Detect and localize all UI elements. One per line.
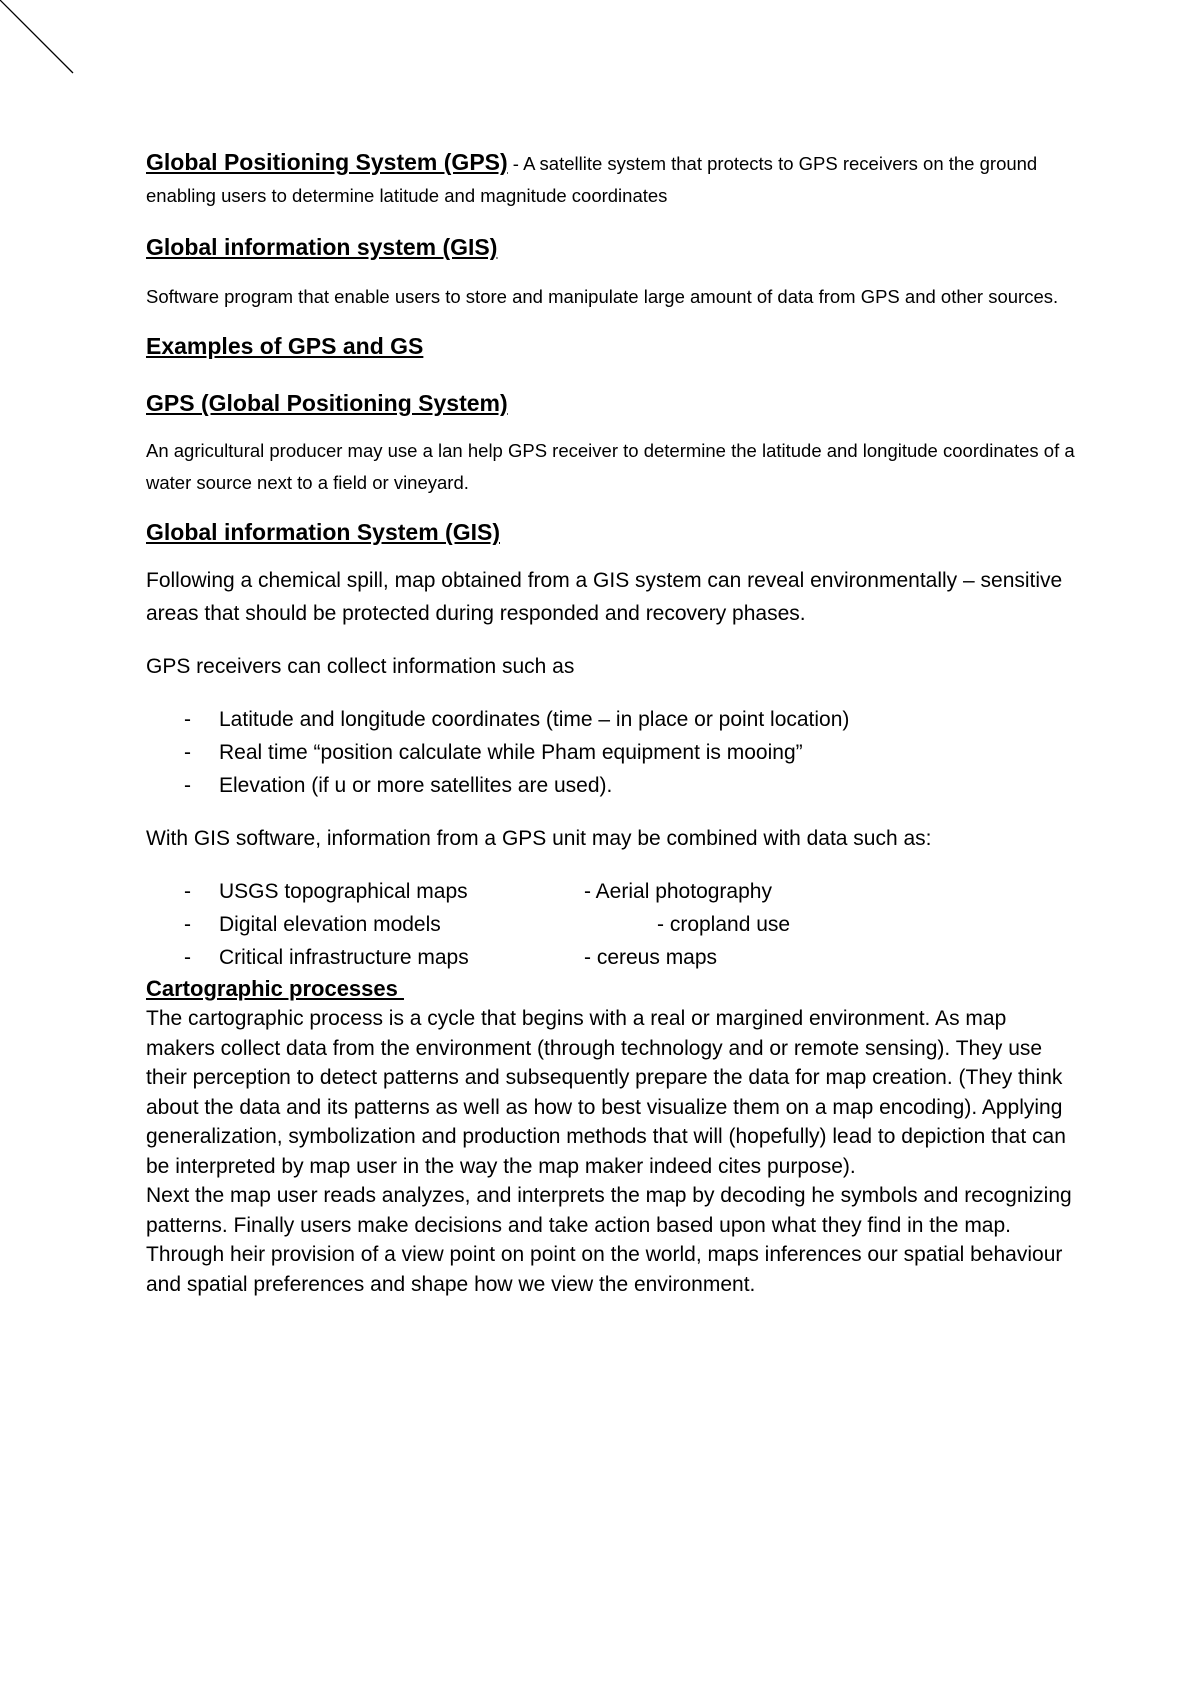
- list-item-left: Critical infrastructure maps: [219, 946, 469, 969]
- corner-fold-line: [0, 0, 80, 80]
- gis-definition-text: Software program that enable users to store and manipulate large amount of data from GPS and other sources.: [146, 286, 1059, 307]
- document-page: [146, 146, 1076, 1299]
- list-item: [146, 941, 1076, 974]
- gps-collect-intro: GPS receivers can collect information such as: [146, 655, 575, 678]
- cartographic-paragraph-2: Next the map user reads analyzes, and interprets the map by decoding he symbols and recognizing patterns. Finally users make decisions and take action based upon what they find in the map. Through heir provision of a view point on point on the world, maps inferences our spatial behaviour and spatial preferences and shape how we view the environment.: [146, 1184, 1072, 1296]
- cartographic-heading: Cartographic processes: [146, 976, 404, 1001]
- examples-heading: Examples of GPS and GS: [146, 333, 424, 359]
- gis-combine-list: [146, 875, 1076, 974]
- list-item-left: Digital elevation models: [219, 913, 441, 936]
- gps-definition-text: - A satellite system that protects to GPS receivers on the ground enabling users to determine latitude and magnitude coordinates: [146, 153, 1038, 206]
- gis-heading: Global information system (GIS): [146, 234, 498, 260]
- gps-collect-list: [146, 703, 1076, 802]
- list-item-right: - cereus maps: [584, 946, 718, 969]
- gps-term: Global Positioning System (GPS): [146, 149, 508, 175]
- list-item: - Latitude and longitude coordinates (time – in place or point location): [146, 703, 1076, 736]
- gps-example-heading: GPS (Global Positioning System): [146, 390, 508, 416]
- gis-example-heading: Global information System (GIS): [146, 519, 500, 545]
- cartographic-paragraph-1: The cartographic process is a cycle that begins with a real or margined environment. As map makers collect data from the environment (through technology and or remote sensing). They use their perception to detect patterns and subsequently prepare the data for map creation. (They think about the data and its patterns as well as how to best visualize them on a map encoding). Applying generalization, symbolization and production methods that will (hopefully) lead to depiction that can be interpreted by map user in the way the map maker indeed cites purpose).: [146, 1007, 1066, 1178]
- gps-definition: [146, 146, 1076, 212]
- gis-combine-intro: With GIS software, information from a GPS unit may be combined with data such as:: [146, 827, 932, 850]
- list-item: - Real time “position calculate while Pham equipment is mooing”: [146, 736, 1076, 769]
- list-item: [146, 875, 1076, 908]
- list-item: [146, 908, 1076, 941]
- gis-example-text: Following a chemical spill, map obtained from a GIS system can reveal environmentally – sensitive areas that should be protected during responded and recovery phases.: [146, 569, 1063, 625]
- list-item-right: - Aerial photography: [584, 880, 772, 903]
- list-item: - Elevation (if u or more satellites are used).: [146, 769, 1076, 802]
- gps-example-text: An agricultural producer may use a lan help GPS receiver to determine the latitude and longitude coordinates of a water source next to a field or vineyard.: [146, 440, 1075, 493]
- list-item-left: USGS topographical maps: [219, 880, 468, 903]
- list-item-right: - cropland use: [657, 913, 791, 936]
